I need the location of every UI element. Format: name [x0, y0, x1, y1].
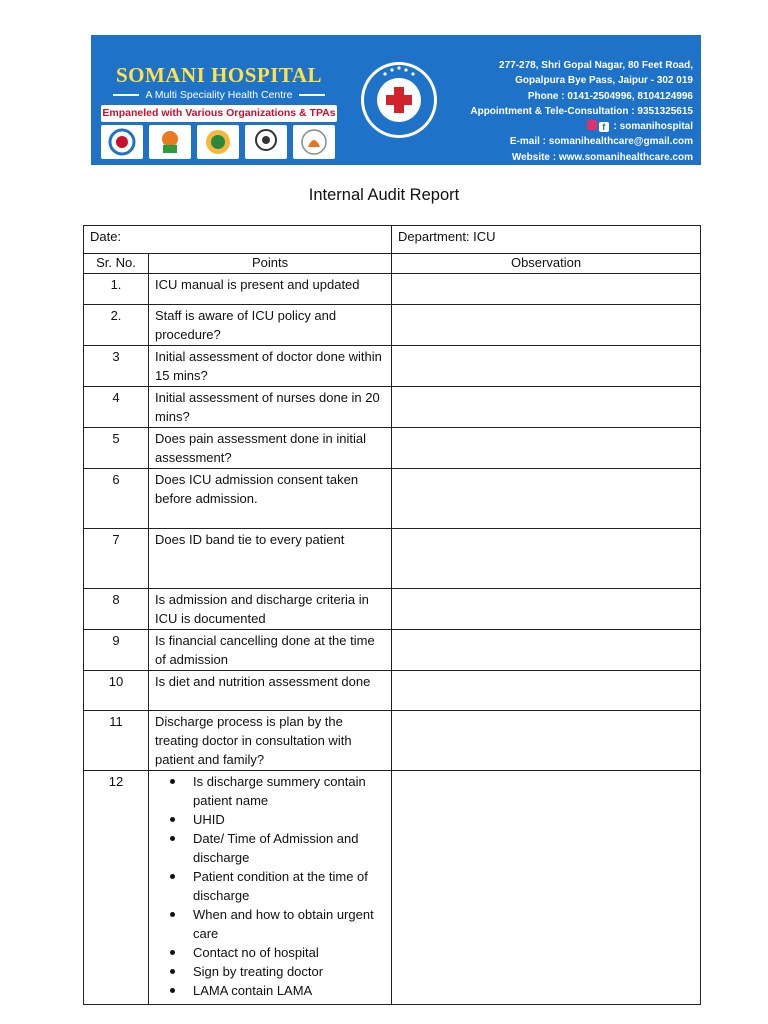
- point-text: Initial assessment of doctor done within 15 mins?: [149, 346, 392, 387]
- observation-cell[interactable]: [392, 630, 701, 671]
- facebook-icon: f: [599, 122, 609, 132]
- phone-line: Phone : 0141-2504996, 8104124996: [527, 90, 693, 102]
- list-item: Date/ Time of Admission and discharge: [193, 829, 385, 867]
- discharge-checklist-cell: [149, 771, 392, 1005]
- discharge-checklist: [149, 772, 385, 1000]
- observation-cell[interactable]: [392, 274, 701, 305]
- sr-no: 6: [84, 469, 149, 529]
- observation-cell[interactable]: [392, 711, 701, 771]
- sr-no: 4: [84, 387, 149, 428]
- observation-cell[interactable]: [392, 428, 701, 469]
- divider: [299, 94, 325, 96]
- point-text: Is diet and nutrition assessment done: [149, 671, 392, 711]
- point-text: Does pain assessment done in initial assessment?: [149, 428, 392, 469]
- table-meta-row: [84, 226, 701, 254]
- point-text: Does ICU admission consent taken before admission.: [149, 469, 392, 529]
- ecg-logo: [101, 125, 143, 159]
- point-text: Is financial cancelling done at the time of admission: [149, 630, 392, 671]
- observation-cell[interactable]: [392, 529, 701, 589]
- observation-cell[interactable]: [392, 469, 701, 529]
- table-row: [84, 428, 701, 469]
- table-row: [84, 469, 701, 529]
- point-text: Is admission and discharge criteria in ICU is documented: [149, 589, 392, 630]
- address-line-1: 277-278, Shri Gopal Nagar, 80 Feet Road,: [499, 60, 693, 71]
- table-row: [84, 711, 701, 771]
- column-header: Sr. No.: [84, 254, 149, 274]
- audit-table: [83, 225, 701, 1005]
- nwr-logo: [245, 125, 287, 159]
- contact-block: [461, 58, 693, 165]
- observation-cell[interactable]: [392, 671, 701, 711]
- sr-no: 2.: [84, 305, 149, 346]
- social-line: [461, 119, 693, 134]
- table-row: [84, 305, 701, 346]
- flag-emblem-logo: [149, 125, 191, 159]
- point-text: Discharge process is plan by the treating doctor in consultation with patient and family?: [149, 711, 392, 771]
- sr-no: 8: [84, 589, 149, 630]
- list-item: Is discharge summery contain patient name: [193, 772, 385, 810]
- table-row: [84, 771, 701, 1005]
- table-row: [84, 589, 701, 630]
- divider: [113, 94, 139, 96]
- department-cell: [392, 226, 701, 254]
- hospital-seal-logo: [359, 60, 439, 140]
- tagline-row: [101, 88, 337, 102]
- department-label: Department: ICU: [398, 229, 496, 244]
- table-row: [84, 346, 701, 387]
- table-row: [84, 671, 701, 711]
- column-header: Points: [149, 254, 392, 274]
- table-row: [84, 630, 701, 671]
- partner-logos: [101, 125, 337, 159]
- sr-no: 3: [84, 346, 149, 387]
- instagram-icon: [587, 120, 597, 130]
- website-line: Website : www.somanihealthcare.com: [511, 151, 693, 163]
- hospital-banner: [91, 35, 701, 165]
- list-item: Sign by treating doctor: [193, 962, 385, 981]
- point-text: Does ID band tie to every patient: [149, 529, 392, 589]
- table-row: [84, 387, 701, 428]
- point-text: Staff is aware of ICU policy and procedure?: [149, 305, 392, 346]
- sr-no: 10: [84, 671, 149, 711]
- observation-cell[interactable]: [392, 589, 701, 630]
- list-item: UHID: [193, 810, 385, 829]
- list-item: Patient condition at the time of discharge: [193, 867, 385, 905]
- sr-no: 11: [84, 711, 149, 771]
- empanel-strip: Empaneled with Various Organizations & TPAs: [101, 105, 337, 122]
- sr-no: 1.: [84, 274, 149, 305]
- sr-no: 12: [84, 771, 149, 1005]
- sr-no: 7: [84, 529, 149, 589]
- table-row: [84, 529, 701, 589]
- social-handle: : somanihospital: [613, 121, 693, 133]
- list-item: When and how to obtain urgent care: [193, 905, 385, 943]
- observation-cell[interactable]: [392, 346, 701, 387]
- table-row: [84, 274, 701, 305]
- rajasthan-scheme-logo: [197, 125, 239, 159]
- point-text: ICU manual is present and updated: [149, 274, 392, 305]
- sr-no: 5: [84, 428, 149, 469]
- govt-scheme-logo: [293, 125, 335, 159]
- email-line: E-mail : somanihealthcare@gmail.com: [509, 136, 693, 148]
- hospital-name: SOMANI HOSPITAL: [115, 63, 323, 87]
- column-header: Observation: [392, 254, 701, 274]
- list-item: Contact no of hospital: [193, 943, 385, 962]
- observation-cell[interactable]: [392, 305, 701, 346]
- date-cell: [84, 226, 392, 254]
- sr-no: 9: [84, 630, 149, 671]
- observation-cell[interactable]: [392, 387, 701, 428]
- tagline: A Multi Speciality Health Centre: [145, 89, 293, 101]
- address-line-2: Gopalpura Bye Pass, Jaipur - 302 019: [515, 75, 693, 87]
- appointment-line: Appointment & Tele-Consultation : 9351325615: [470, 105, 693, 117]
- point-text: Initial assessment of nurses done in 20 mins?: [149, 387, 392, 428]
- table-header-row: [84, 254, 701, 274]
- observation-cell[interactable]: [392, 771, 701, 1005]
- list-item: LAMA contain LAMA: [193, 981, 385, 1000]
- page-title: Internal Audit Report: [308, 186, 460, 204]
- date-label: Date:: [90, 229, 122, 244]
